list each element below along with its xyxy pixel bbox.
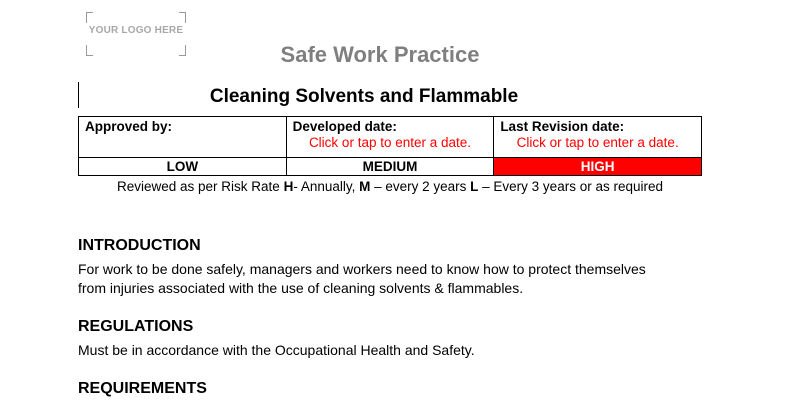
introduction-line-1: For work to be done safely, managers and workers need to know how to protect themselves xyxy=(78,261,646,277)
developed-date-label: Developed date: xyxy=(292,119,397,134)
document-title: Safe Work Practice xyxy=(280,42,480,67)
logo-text: YOUR LOGO HERE xyxy=(88,25,184,36)
regulations-text: Must be in accordance with the Occupational Health and Safety. xyxy=(78,342,475,358)
document-subtitle[interactable]: Cleaning Solvents and Flammable xyxy=(209,86,519,107)
review-m-text: – every 2 years xyxy=(370,179,471,194)
requirements-heading: REQUIREMENTS xyxy=(78,380,207,397)
logo-corner xyxy=(179,12,186,23)
regulations-heading: REGULATIONS xyxy=(78,318,194,335)
review-note xyxy=(78,179,702,194)
review-l: L xyxy=(470,179,479,194)
developed-date-cell[interactable] xyxy=(286,117,494,158)
logo-corner xyxy=(86,12,93,23)
revision-date-cell[interactable] xyxy=(494,117,702,158)
risk-low-cell[interactable]: LOW xyxy=(79,158,287,176)
risk-medium-cell[interactable]: MEDIUM xyxy=(286,158,494,176)
revision-date-picker[interactable]: Click or tap to enter a date. xyxy=(516,135,679,150)
review-h-text: - Annually, xyxy=(293,179,360,194)
approval-table xyxy=(78,116,702,176)
developed-date-picker[interactable]: Click or tap to enter a date. xyxy=(308,135,472,150)
risk-high-cell[interactable]: HIGH xyxy=(494,158,702,176)
review-m: M xyxy=(359,179,371,194)
revision-date-label: Last Revision date: xyxy=(500,119,625,134)
review-h: H xyxy=(283,179,294,194)
review-l-text: – Every 3 years or as required xyxy=(478,179,663,194)
approved-by-label: Approved by: xyxy=(85,119,173,134)
review-prefix: Reviewed as per Risk Rate xyxy=(116,179,284,194)
introduction-heading: INTRODUCTION xyxy=(78,237,201,254)
approved-by-cell[interactable] xyxy=(79,117,287,158)
introduction-line-2: from injuries associated with the use of cleaning solvents & flammables. xyxy=(78,280,524,296)
